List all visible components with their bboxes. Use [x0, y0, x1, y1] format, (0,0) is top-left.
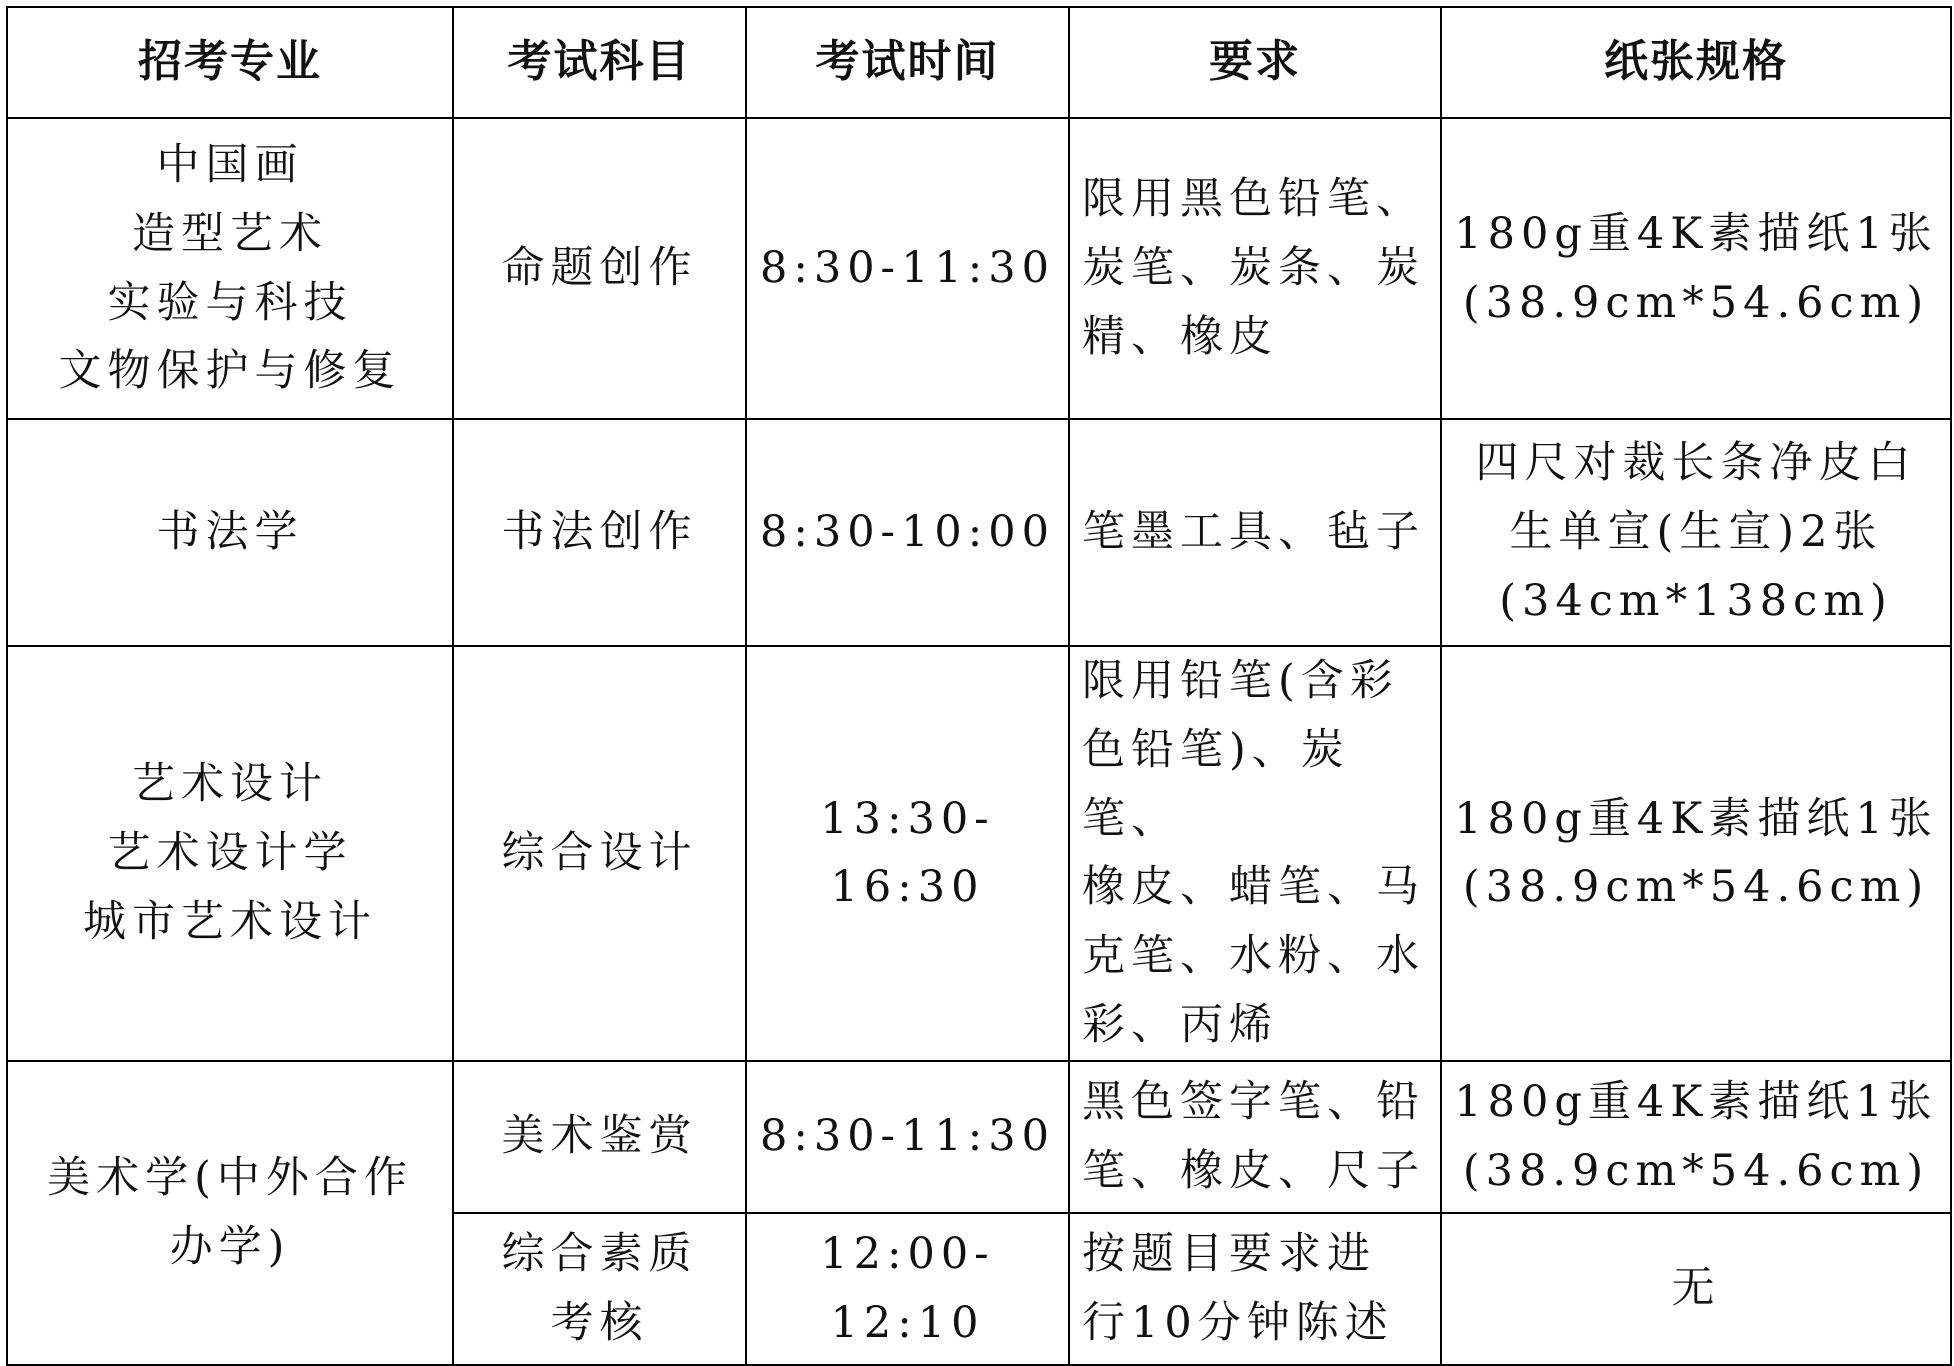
table-row	[7, 419, 1951, 646]
header-requirements: 要求	[1069, 7, 1441, 118]
paper-line: 180g重4K素描纸1张	[1454, 208, 1938, 259]
table-row	[7, 646, 1951, 1061]
requirements-line: 笔墨工具、毡子	[1082, 507, 1425, 558]
paper-cell	[1441, 646, 1951, 1061]
requirements-line: 限用黑色铅笔、	[1082, 174, 1425, 225]
subject-cell	[453, 118, 746, 419]
header-row	[7, 7, 1951, 118]
paper-line: 无	[1671, 1263, 1721, 1314]
subject-line: 综合素质	[501, 1228, 698, 1279]
subject-line: 考核	[550, 1297, 649, 1348]
paper-cell	[1441, 118, 1951, 419]
major-line: 艺术设计学	[107, 827, 353, 878]
paper-cell	[1441, 1061, 1951, 1213]
major-cell	[7, 646, 453, 1061]
exam-schedule-table	[6, 6, 1952, 1366]
paper-line: (34cm*138cm)	[1499, 575, 1893, 626]
requirements-line: 色铅笔)、炭笔、	[1082, 724, 1350, 844]
paper-line: (38.9cm*54.6cm)	[1462, 862, 1930, 913]
paper-line: (38.9cm*54.6cm)	[1462, 277, 1930, 328]
major-line: 艺术设计	[132, 759, 328, 810]
requirements-cell	[1069, 419, 1441, 646]
subject-cell	[453, 1061, 746, 1213]
subject-cell	[453, 646, 746, 1061]
header-major: 招考专业	[7, 7, 453, 118]
header-time: 考试时间	[746, 7, 1069, 118]
requirements-cell	[1069, 1213, 1441, 1365]
requirements-line: 限用铅笔(含彩	[1082, 656, 1399, 706]
paper-cell	[1441, 419, 1951, 646]
requirements-line: 按题目要求进	[1082, 1228, 1376, 1279]
paper-line: 四尺对裁长条净皮白	[1475, 438, 1917, 489]
subject-line: 命题创作	[501, 243, 698, 294]
major-line: 中国画	[156, 139, 304, 190]
time-cell: 8:30-11:30	[746, 1061, 1069, 1213]
header-paper: 纸张规格	[1441, 7, 1951, 118]
requirements-line: 笔、橡皮、尺子	[1082, 1145, 1425, 1196]
paper-line: 生单宣(生宣)2张	[1509, 507, 1883, 558]
major-line: 书法学	[156, 507, 304, 558]
subject-line: 书法创作	[501, 507, 698, 558]
requirements-line: 黑色签字笔、铅	[1082, 1076, 1425, 1127]
requirements-line: 彩、丙烯	[1082, 999, 1278, 1050]
paper-line: 180g重4K素描纸1张	[1454, 1076, 1938, 1127]
paper-line: 180g重4K素描纸1张	[1454, 793, 1938, 844]
time-cell: 12:00-12:10	[746, 1213, 1069, 1365]
major-line: 实验与科技	[107, 277, 353, 328]
requirements-line: 精、橡皮	[1082, 311, 1278, 362]
subject-cell	[453, 1213, 746, 1365]
major-line: 造型艺术	[132, 208, 328, 259]
major-line: 美术学(中外合作	[47, 1152, 413, 1203]
requirements-line: 炭笔、炭条、炭	[1082, 243, 1425, 294]
table-row	[7, 118, 1951, 419]
subject-line: 综合设计	[501, 827, 698, 878]
subject-cell	[453, 419, 746, 646]
requirements-line: 克笔、水粉、水	[1082, 931, 1425, 982]
requirements-cell	[1069, 118, 1441, 419]
major-line: 文物保护与修复	[58, 346, 402, 397]
header-subject: 考试科目	[453, 7, 746, 118]
table-row	[7, 1061, 1951, 1213]
major-line: 城市艺术设计	[83, 896, 377, 947]
major-cell	[7, 1061, 453, 1365]
requirements-cell	[1069, 646, 1441, 1061]
subject-line: 美术鉴赏	[501, 1111, 698, 1162]
requirements-line: 橡皮、蜡笔、马	[1082, 862, 1425, 913]
major-cell	[7, 419, 453, 646]
requirements-line: 行10分钟陈述	[1082, 1297, 1394, 1348]
major-cell	[7, 118, 453, 419]
paper-line: (38.9cm*54.6cm)	[1462, 1145, 1930, 1196]
paper-cell	[1441, 1213, 1951, 1365]
time-cell: 8:30-11:30	[746, 118, 1069, 419]
time-cell: 13:30-16:30	[746, 646, 1069, 1061]
requirements-cell	[1069, 1061, 1441, 1213]
major-line: 办学)	[169, 1221, 291, 1272]
time-cell: 8:30-10:00	[746, 419, 1069, 646]
